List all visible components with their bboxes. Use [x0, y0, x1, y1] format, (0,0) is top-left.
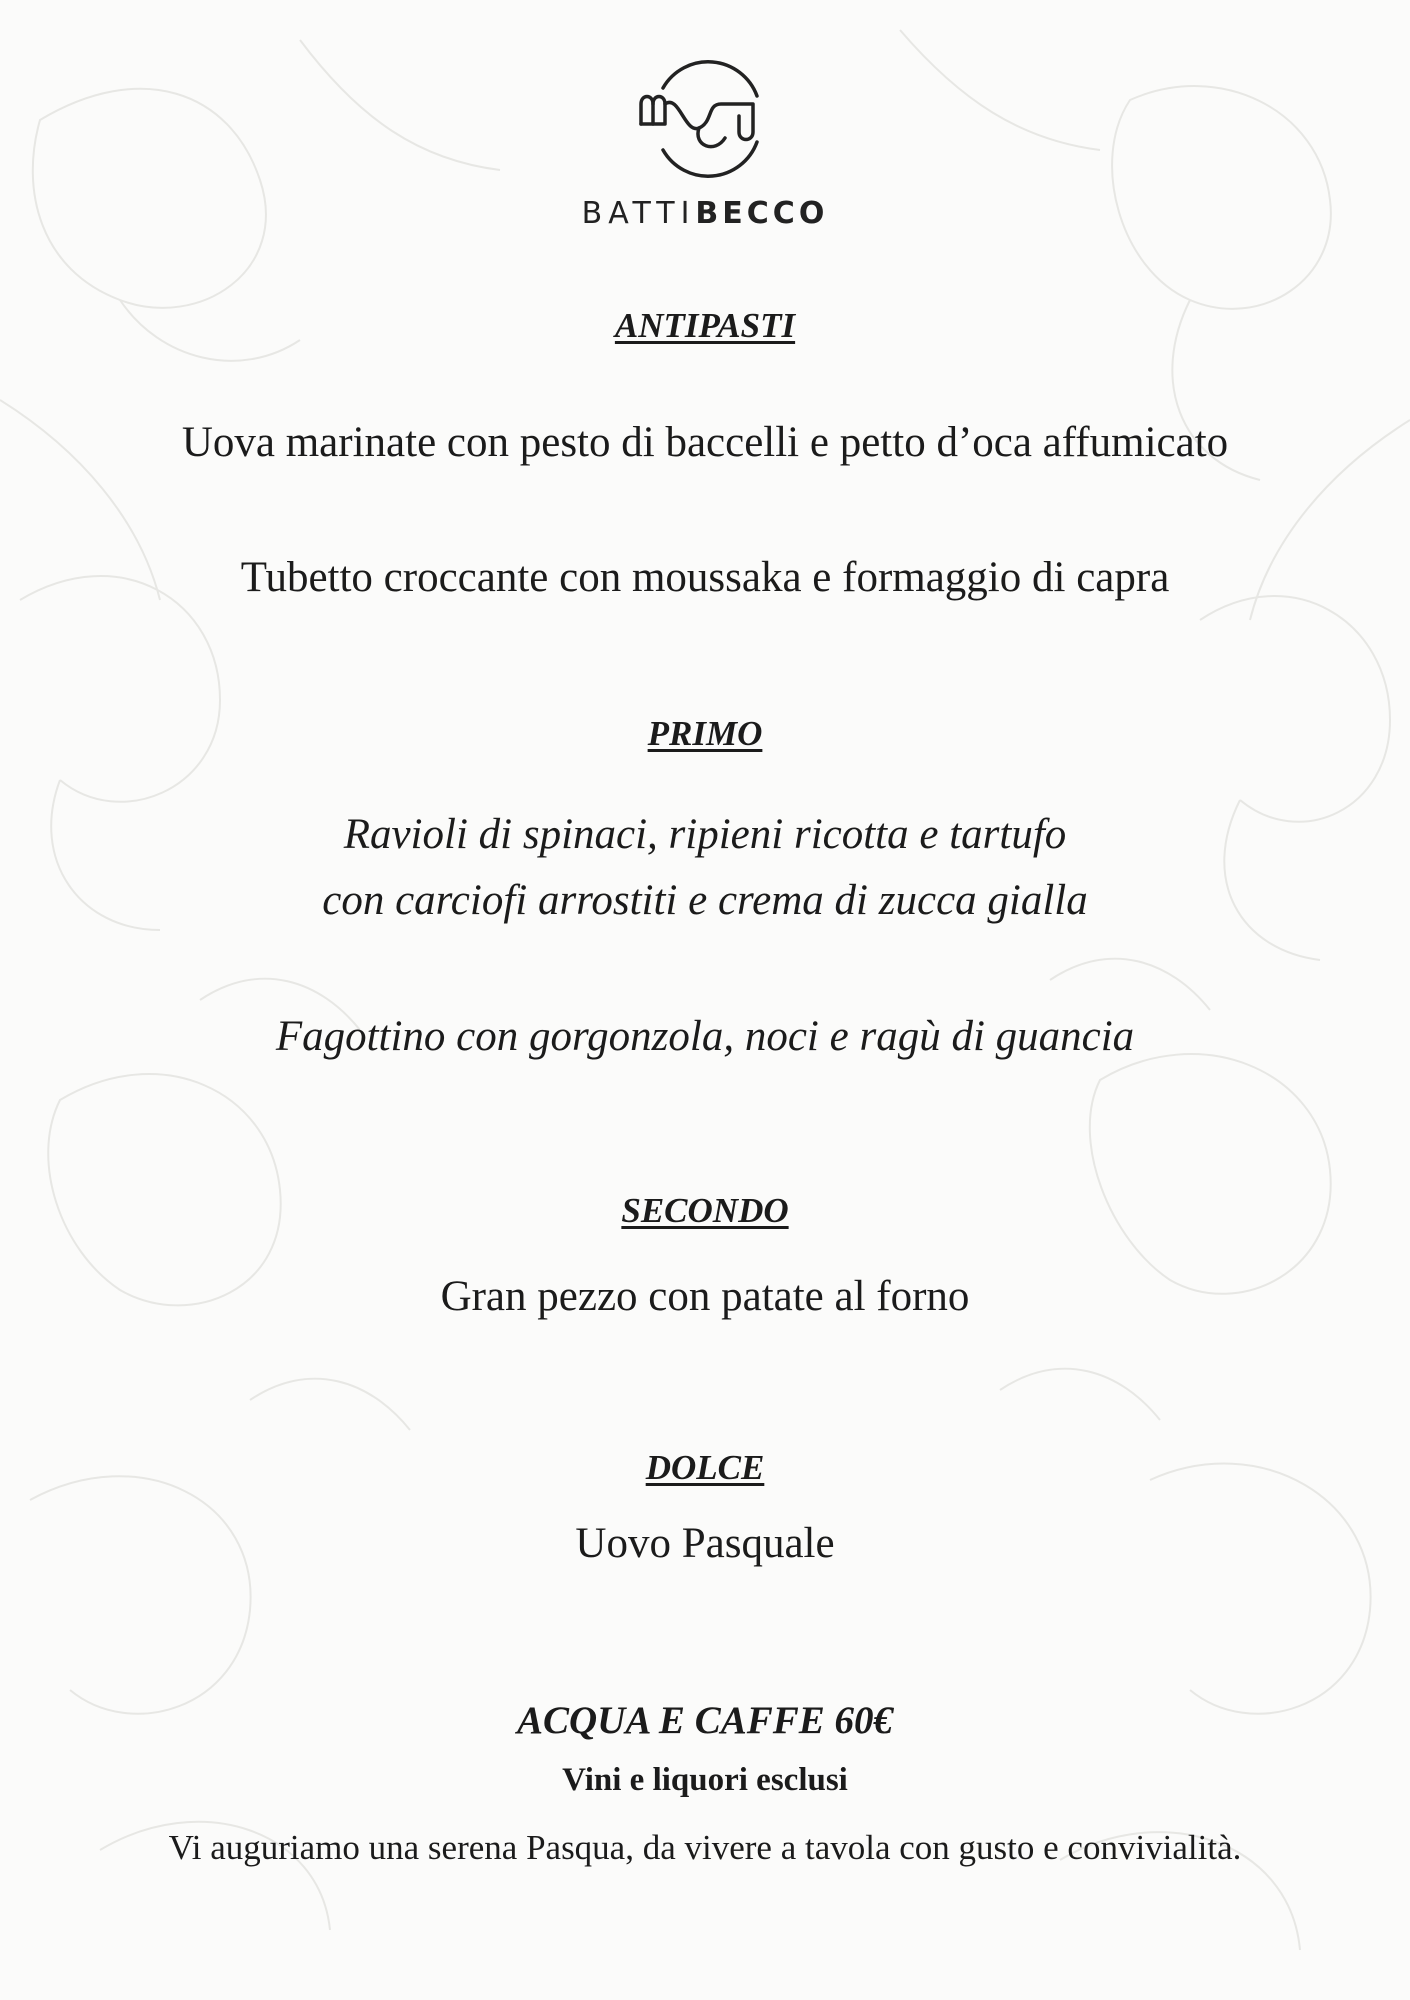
brand-name-light: BATTI: [581, 196, 696, 231]
easter-greeting: Vi auguriamo una serena Pasqua, da vivere a tavola con gusto e convivialità.: [168, 1828, 1242, 1867]
secondo-heading: SECONDO: [621, 1191, 789, 1230]
primo-heading: PRIMO: [647, 714, 763, 753]
brand-name: [0, 196, 1410, 231]
dolce-item: Uovo Pasquale: [575, 1520, 835, 1567]
primo-item: Ravioli di spinaci, ripieni ricotta e tartufo: [343, 811, 1067, 858]
primo-item: Fagottino con gorgonzola, noci e ragù di guancia: [275, 1013, 1135, 1060]
primo-item-continued: con carciofi arrostiti e crema di zucca gialla: [322, 877, 1088, 924]
logo: [0, 58, 1410, 183]
price-note: Vini e liquori esclusi: [562, 1762, 848, 1798]
dolce-heading: DOLCE: [645, 1448, 765, 1487]
antipasti-heading: ANTIPASTI: [614, 306, 796, 345]
secondo-item: Gran pezzo con patate al forno: [440, 1273, 970, 1320]
menu-price: ACQUA E CAFFE 60€: [516, 1699, 894, 1742]
brand-name-bold: BECCO: [695, 196, 829, 231]
battibecco-monogram-icon: [635, 58, 775, 183]
antipasti-item: Tubetto croccante con moussaka e formaggio di capra: [240, 554, 1170, 601]
antipasti-item: Uova marinate con pesto di baccelli e petto d’oca affumicato: [181, 419, 1229, 466]
